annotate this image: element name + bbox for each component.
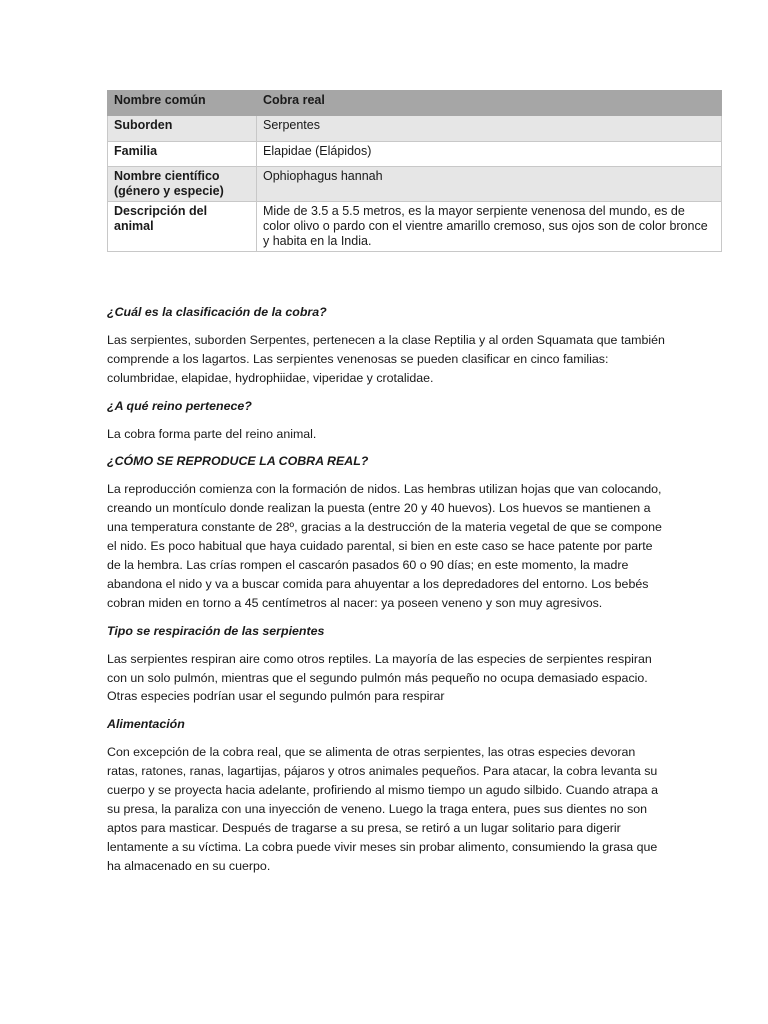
row-label-nombre-cientifico: Nombre científico (género y especie) <box>108 167 257 202</box>
section-heading-respiracion: Tipo se respiración de las serpientes <box>107 623 325 638</box>
section-heading-reino: ¿A qué reino pertenece? <box>107 398 252 413</box>
section-text-alimentacion: Con excepción de la cobra real, que se alimenta de otras serpientes, las otras especies devoran ratas, ratones, ranas, lagartijas, pájaros y otros animales pequeños. Para atacar, la cobra levanta su cuerpo y se proyecta hacia adelante, profiriendo al mismo tiempo un agudo silbido. Cuando atrapa a su presa, la paraliza con una inyección de veneno. Luego la traga entera, pues sus dientes no son aptos para masticar. Después de tragarse a su presa, se retiró a un lugar solitario para digerir lentamente a su víctima. La cobra puede vivir meses sin probar alimento, consumiendo la grasa que ha almacenado en su cuerpo. <box>107 745 659 873</box>
table-row <box>108 202 722 252</box>
table-header-label: Nombre común <box>108 91 257 116</box>
table-row <box>108 142 722 167</box>
table-row <box>108 167 722 202</box>
table-header-row <box>108 91 722 116</box>
section-heading-alimentacion: Alimentación <box>107 717 185 732</box>
species-info-table <box>107 90 722 252</box>
row-value-familia: Elapidae (Elápidos) <box>257 142 722 167</box>
row-label-suborden: Suborden <box>108 116 257 142</box>
section-heading-reproduccion: ¿CÓMO SE REPRODUCE LA COBRA REAL? <box>107 454 369 469</box>
table-row <box>108 116 722 142</box>
row-label-familia: Familia <box>108 142 257 167</box>
article-body <box>107 303 667 885</box>
section-text-clasificacion: Las serpientes, suborden Serpentes, pertenecen a la clase Reptilia y al orden Squamata que también comprende a los lagartos. Las serpientes venenosas se pueden clasificar en cinco familias: columbridae, elapidae, hydrophiidae, viperidae y crotalidae. <box>107 332 665 385</box>
section-heading-clasificacion: ¿Cuál es la clasificación de la cobra? <box>107 305 327 319</box>
table-header-value: Cobra real <box>257 91 722 116</box>
section-text-reino: La cobra forma parte del reino animal. <box>107 426 317 441</box>
section-text-respiracion: Las serpientes respiran aire como otros reptiles. La mayoría de las especies de serpientes respiran con un solo pulmón, mientras que el segundo pulmón más pequeño no ocupa demasiado espacio. Otras especies podrían usar el segundo pulmón para respirar <box>107 651 652 704</box>
row-value-suborden: Serpentes <box>257 116 722 142</box>
section-text-reproduccion: La reproducción comienza con la formación de nidos. Las hembras utilizan hojas que van colocando, creando un montículo donde realizan la puesta (entre 20 y 40 huevos). Los huevos se mantienen a una temperatura constante de 28º, gracias a la destrucción de la materia vegetal de que se compone el nido. Es poco habitual que haya cuidado parental, si bien en este caso se hace patente por parte de la hembra. Las crías rompen el cascarón pasados 60 o 90 días; en este momento, la madre abandona el nido y va a buscar comida para ahuyentar a los depredadores del entorno. Los bebés cobran miden en torno a 45 centímetros al nacer: ya poseen veneno y son muy agresivos. <box>107 482 662 610</box>
row-value-descripcion: Mide de 3.5 a 5.5 metros, es la mayor serpiente venenosa del mundo, es de color olivo o pardo con el vientre amarillo cremoso, sus ojos son de color bronce y habita en la India. <box>257 202 722 252</box>
row-value-nombre-cientifico: Ophiophagus hannah <box>257 167 722 202</box>
row-label-descripcion: Descripción del animal <box>108 202 257 252</box>
